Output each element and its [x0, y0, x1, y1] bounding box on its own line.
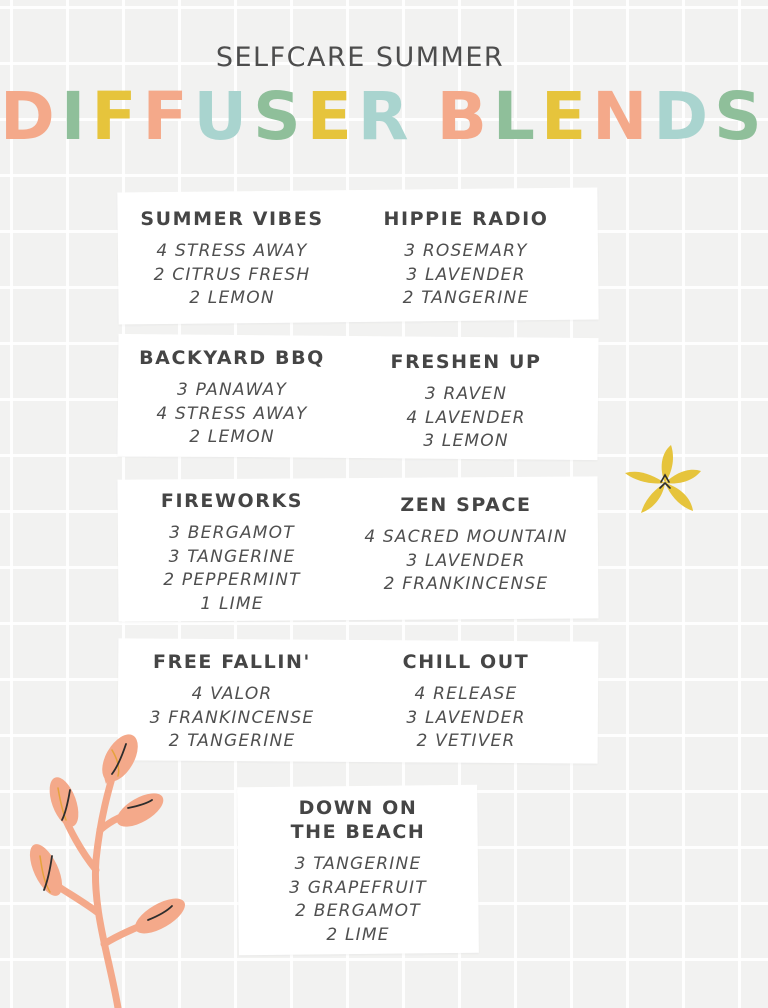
- blend-name: HIPPIE RADIO: [383, 208, 549, 230]
- blend-ingredient: 2 VETIVER: [416, 731, 516, 751]
- blend-ingredient: 3 BERGAMOT: [169, 523, 295, 543]
- blend-name: ZEN SPACE: [400, 494, 532, 516]
- blend-ingredient: 2 LIME: [326, 924, 390, 945]
- blend-ingredient: 1 LIME: [200, 593, 264, 614]
- blend-name: SUMMER VIBES: [140, 208, 324, 230]
- blend-ingredient: 2 LEMON: [189, 288, 275, 308]
- title-letter: [415, 78, 437, 155]
- title-letter: S: [253, 78, 307, 155]
- blend-freshen-up: [346, 350, 586, 454]
- blend-down-on-the-beach: [238, 796, 478, 947]
- title-letter: L: [492, 78, 541, 155]
- blend-ingredient: 2 CITRUS FRESH: [153, 264, 311, 285]
- blend-ingredient: 3 LEMON: [423, 431, 509, 451]
- blend-hippie-radio: [346, 207, 586, 311]
- blend-name: CHILL OUT: [402, 651, 530, 673]
- title-letter: R: [357, 78, 415, 155]
- page-title: [0, 78, 768, 155]
- blend-ingredient: 2 LEMON: [189, 427, 275, 447]
- title-letter: U: [193, 78, 254, 155]
- blend-name-line: THE BEACH: [290, 821, 426, 843]
- title-letter: N: [592, 78, 654, 155]
- blend-zen-space: [346, 493, 586, 597]
- blend-ingredient: 2 TANGERINE: [168, 731, 296, 751]
- blend-ingredient: 2 TANGERINE: [402, 288, 530, 308]
- title-letter: B: [436, 78, 493, 155]
- title-letter: F: [142, 78, 194, 155]
- blend-ingredient: 3 TANGERINE: [294, 854, 422, 874]
- blend-name: FREE FALLIN': [153, 651, 311, 673]
- peach-leaf-branch-icon: [0, 730, 200, 1008]
- blend-ingredient: 4 VALOR: [191, 684, 273, 704]
- blend-ingredient: 2 PEPPERMINT: [163, 570, 301, 590]
- blend-ingredient: 3 TANGERINE: [168, 546, 296, 567]
- blend-name: FRESHEN UP: [390, 351, 542, 373]
- blend-ingredient: 3 ROSEMARY: [404, 241, 528, 261]
- blend-ingredient: 3 RAVEN: [424, 384, 508, 404]
- blend-ingredient: 3 FRANKINCENSE: [149, 707, 315, 728]
- blend-ingredient: 3 PANAWAY: [176, 380, 288, 400]
- blend-backyard-bbq: [112, 346, 352, 450]
- blend-ingredient: 2 FRANKINCENSE: [383, 574, 549, 594]
- blend-ingredient: 3 LAVENDER: [406, 550, 526, 571]
- blend-name: BACKYARD BBQ: [139, 347, 325, 369]
- title-letter: E: [306, 78, 358, 155]
- yellow-flower-icon: [620, 440, 710, 530]
- blend-ingredient: 4 SACRED MOUNTAIN: [364, 527, 568, 547]
- blend-ingredient: 4 STRESS AWAY: [156, 403, 308, 424]
- title-letter: S: [714, 78, 768, 155]
- blend-summer-vibes: [112, 207, 352, 311]
- blend-name-line: DOWN ON: [298, 797, 418, 819]
- blend-name: FIREWORKS: [160, 490, 304, 512]
- title-letter: D: [0, 78, 61, 155]
- blend-ingredient: 3 LAVENDER: [406, 707, 526, 728]
- title-letter: F: [91, 78, 143, 155]
- blend-chill-out: [346, 650, 586, 754]
- blend-ingredient: 3 GRAPEFRUIT: [289, 877, 427, 898]
- blend-ingredient: 2 BERGAMOT: [295, 901, 421, 921]
- title-letter: D: [653, 78, 715, 155]
- blend-fireworks: [112, 489, 352, 616]
- page-subtitle: SELFCARE SUMMER: [215, 42, 505, 73]
- blend-ingredient: 4 RELEASE: [414, 684, 518, 704]
- title-letter: E: [540, 78, 593, 155]
- blend-ingredient: 4 STRESS AWAY: [156, 241, 308, 261]
- title-letter: I: [60, 78, 92, 155]
- blend-ingredient: 3 LAVENDER: [406, 264, 526, 285]
- blend-ingredient: 4 LAVENDER: [406, 407, 526, 428]
